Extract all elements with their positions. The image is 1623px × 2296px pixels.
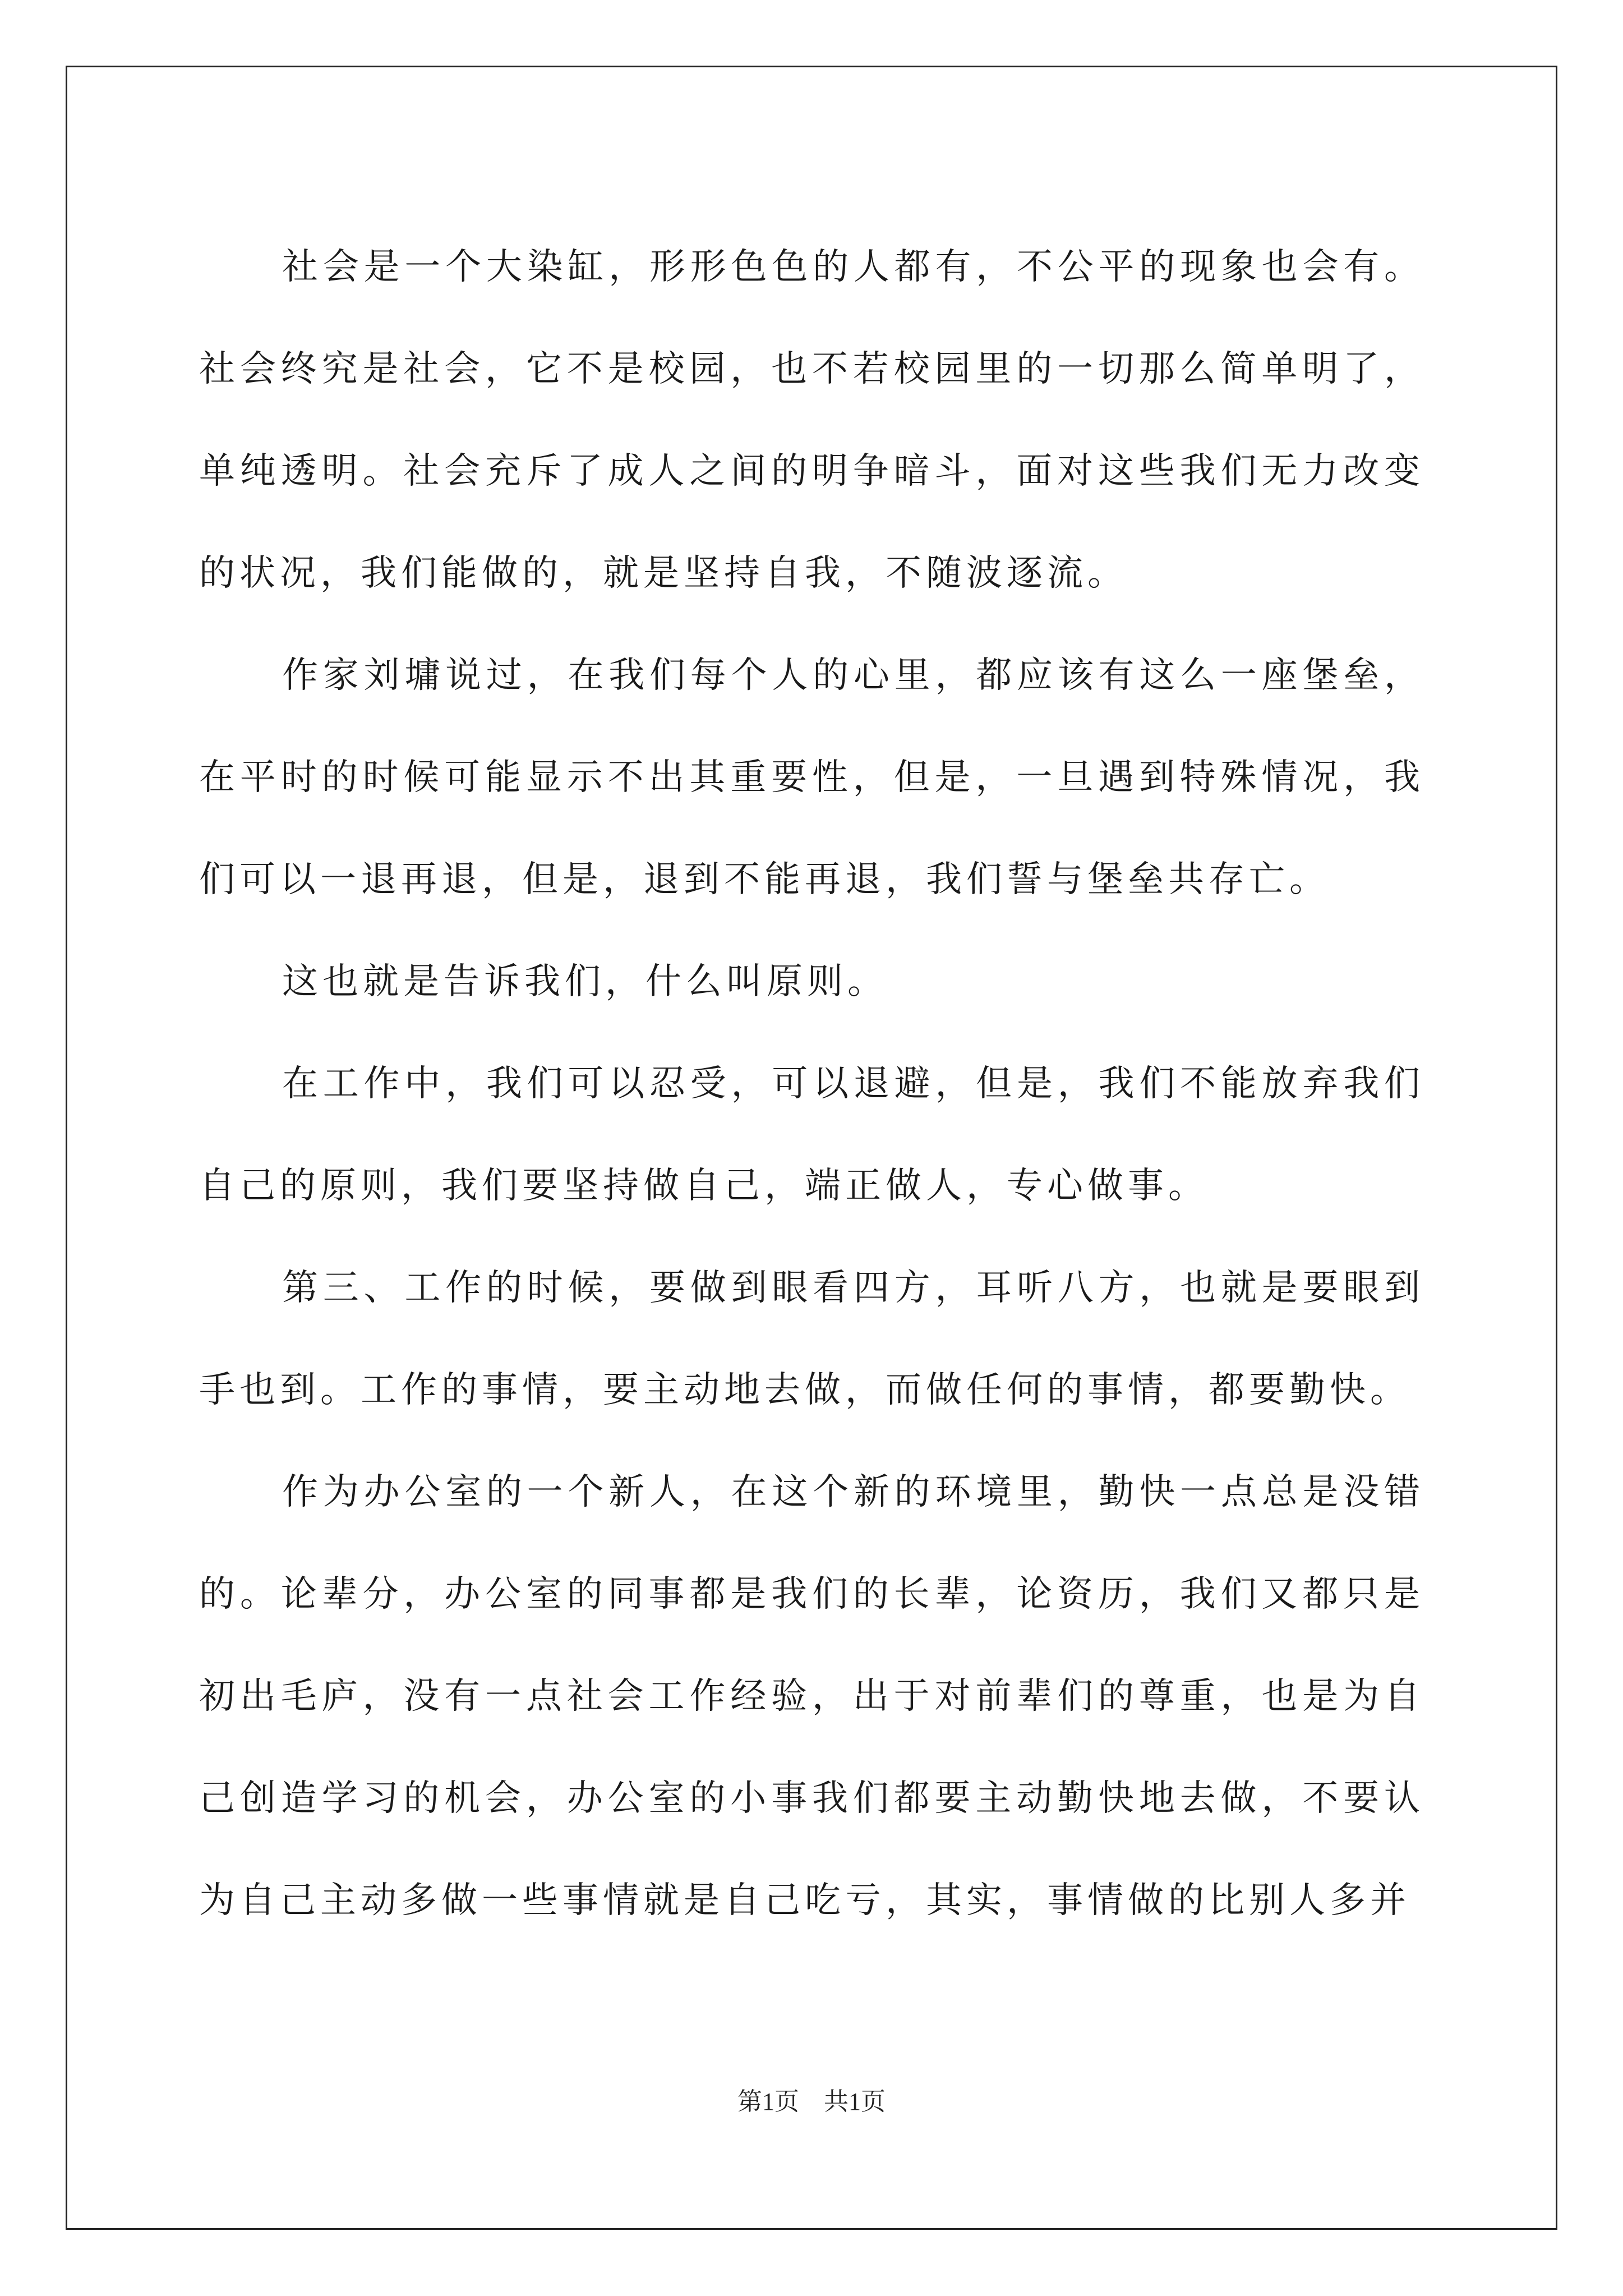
page-number: 第1页 xyxy=(737,2088,799,2115)
paragraph-3: 这也就是告诉我们，什么叫原则。 xyxy=(282,961,888,1002)
paragraph-1: 社会是一个大染缸，形形色色的人都有，不公平的现象也会有。社会终究是社会，它不是校园，也不若校园里的一切那么简单明了，单纯透明。社会充斥了成人之间的明争暗斗，面对这些我们无力改变的状况，我们能做的，就是坚持自我，不随波逐流。 xyxy=(199,246,1424,594)
paragraph-5: 第三、工作的时候，要做到眼看四方，耳听八方，也就是要眼到手也到。工作的事情，要主动地去做，而做任何的事情，都要勤快。 xyxy=(199,1267,1424,1411)
page-footer xyxy=(0,2085,1623,2119)
document-body xyxy=(199,216,1424,1952)
paragraph-4: 在工作中，我们可以忍受，可以退避，但是，我们不能放弃我们自己的原则，我们要坚持做自己，端正做人，专心做事。 xyxy=(199,1063,1424,1207)
paragraph-6: 作为办公室的一个新人，在这个新的环境里，勤快一点总是没错的。论辈分，办公室的同事都是我们的长辈，论资历，我们又都只是初出毛庐，没有一点社会工作经验，出于对前辈们的尊重，也是为自己创造学习的机会，办公室的小事我们都要主动勤快地去做，不要认为自己主动多做一些事情就是自己吃亏，其实，事情做的比别人多并 xyxy=(199,1471,1424,1921)
page-total: 共1页 xyxy=(824,2088,886,2115)
paragraph-2: 作家刘墉说过，在我们每个人的心里，都应该有这么一座堡垒，在平时的时候可能显示不出其重要性，但是，一旦遇到特殊情况，我们可以一退再退，但是，退到不能再退，我们誓与堡垒共存亡。 xyxy=(199,655,1424,900)
